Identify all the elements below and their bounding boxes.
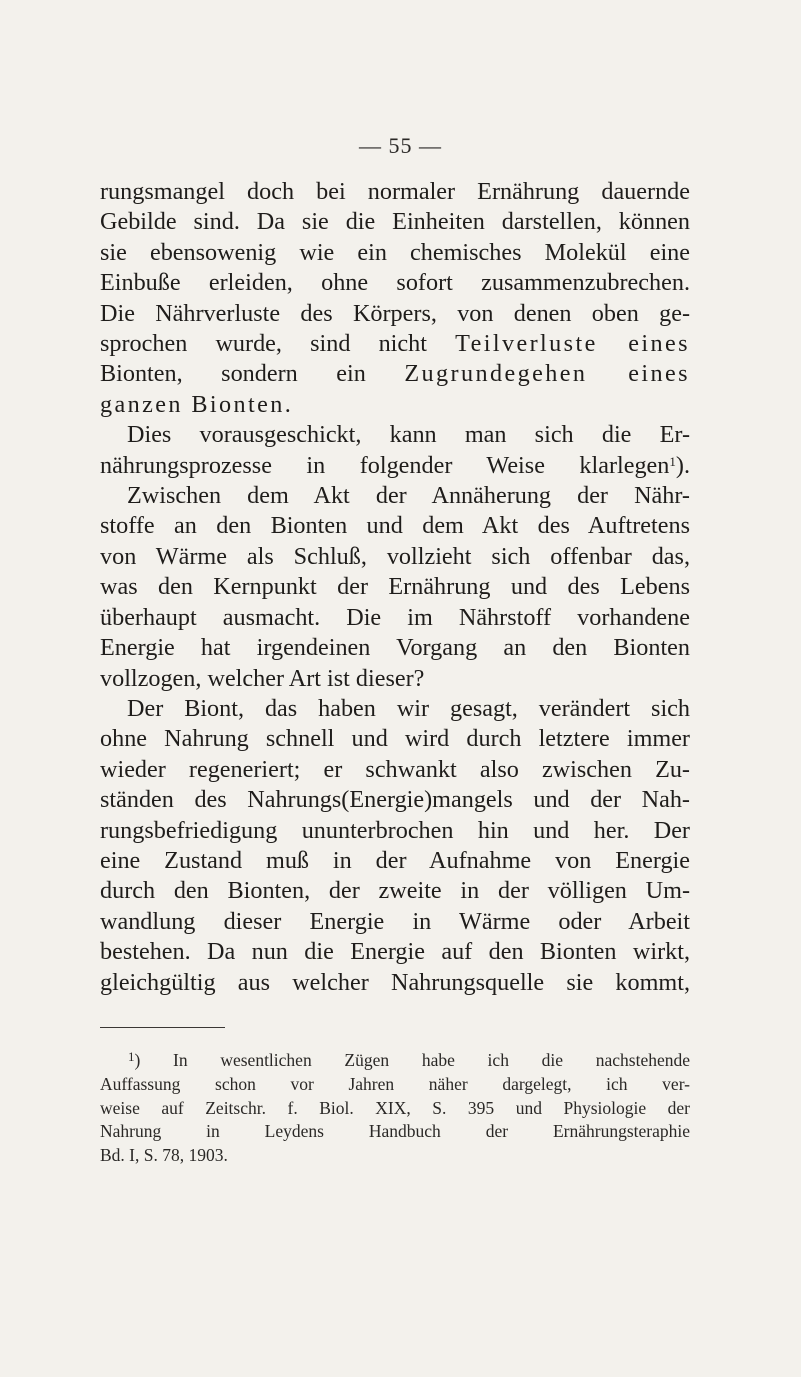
text-line: bestehen. Da nun die Energie auf den Bionten wirkt, [100,938,690,966]
text-line [100,390,690,420]
emphasis-spaced: Teilverluste eines [455,330,690,358]
text-line: Zwischen dem Akt der Annäherung der Nähr- [127,482,690,510]
text-line: gleichgültig aus welcher Nahrungsquelle sie kommt, [100,968,690,996]
text-line: durch den Bionten, der zweite in der völligen Um- [100,877,690,905]
main-text [100,177,690,998]
emphasis-spaced: ganzen Bionten [100,390,285,418]
text-line: überhaupt ausmacht. Die im Nährstoff vorhandene [100,603,690,631]
footnote-line: Nahrung in Leydens Handbuch der Ernährungsteraphie [100,1121,690,1142]
text-line: was den Kernpunkt der Ernährung und des Lebens [100,573,690,601]
page-number: — 55 — [359,133,442,158]
footnote-text: In wesentlichen Zügen habe ich die nachstehende [173,1050,690,1070]
text-line: Der Biont, das haben wir gesagt, verändert sich [127,694,690,722]
text-line [100,329,690,359]
text-line: wieder regeneriert; er schwankt also zwischen Zu- [100,755,690,783]
text-line: ohne Nahrung schnell und wird durch letztere immer [100,725,690,753]
text-run: . [284,390,291,418]
text-line: Gebilde sind. Da sie die Einheiten darstellen, können [100,208,690,236]
text-line [100,451,690,481]
text-line: ständen des Nahrungs(Energie)mangels und der Nah- [100,786,690,814]
text-line: Energie hat irgendeinen Vorgang an den Bionten [100,634,690,662]
text-line: Dies vorausgeschickt, kann man sich die Er- [127,421,690,449]
footnote-line: Auffassung schon vor Jahren näher dargelegt, ich ver- [100,1073,690,1094]
footnote-marker: 1 [128,1049,135,1064]
text-line: Einbuße erleiden, ohne sofort zusammenzubrechen. [100,269,690,297]
text-line: vollzogen, welcher Art ist dieser? [100,664,425,692]
footnote-reference[interactable]: 1 [669,453,676,469]
text-run: sprochen wurde, sind nicht [100,330,456,358]
text-run: ). [675,451,690,479]
text-line: sie ebensowenig wie ein chemisches Molekül eine [100,238,690,266]
footnote-line: weise auf Zeitschr. f. Biol. XIX, S. 395 und Physiologie der [100,1097,690,1118]
text-line: von Wärme als Schluß, vollzieht sich offenbar das, [100,542,690,570]
text-line [100,359,690,389]
text-line: rungsmangel doch bei normaler Ernährung dauernde [100,178,690,205]
text-line: rungsbefriedigung ununterbrochen hin und her. Der [100,816,690,844]
footnote-line [100,1049,690,1073]
text-line: Die Nährverluste des Körpers, von denen oben ge- [100,299,690,327]
footnote-line: Bd. I, S. 78, 1903. [100,1145,228,1166]
text-run: Bionten, sondern ein [100,360,405,388]
footnote [100,1049,690,1168]
text-line: stoffe an den Bionten und dem Akt des Auftretens [100,512,690,540]
emphasis-spaced: Zugrundegehen eines [404,360,690,388]
text-run: nährungsprozesse in folgender Weise klarlegen [100,451,670,479]
text-line: eine Zustand muß in der Aufnahme von Energie [100,846,690,874]
footnote-divider [100,1027,225,1028]
footnote-marker-close: ) [134,1050,141,1070]
text-line: wandlung dieser Energie in Wärme oder Arbeit [100,907,690,935]
